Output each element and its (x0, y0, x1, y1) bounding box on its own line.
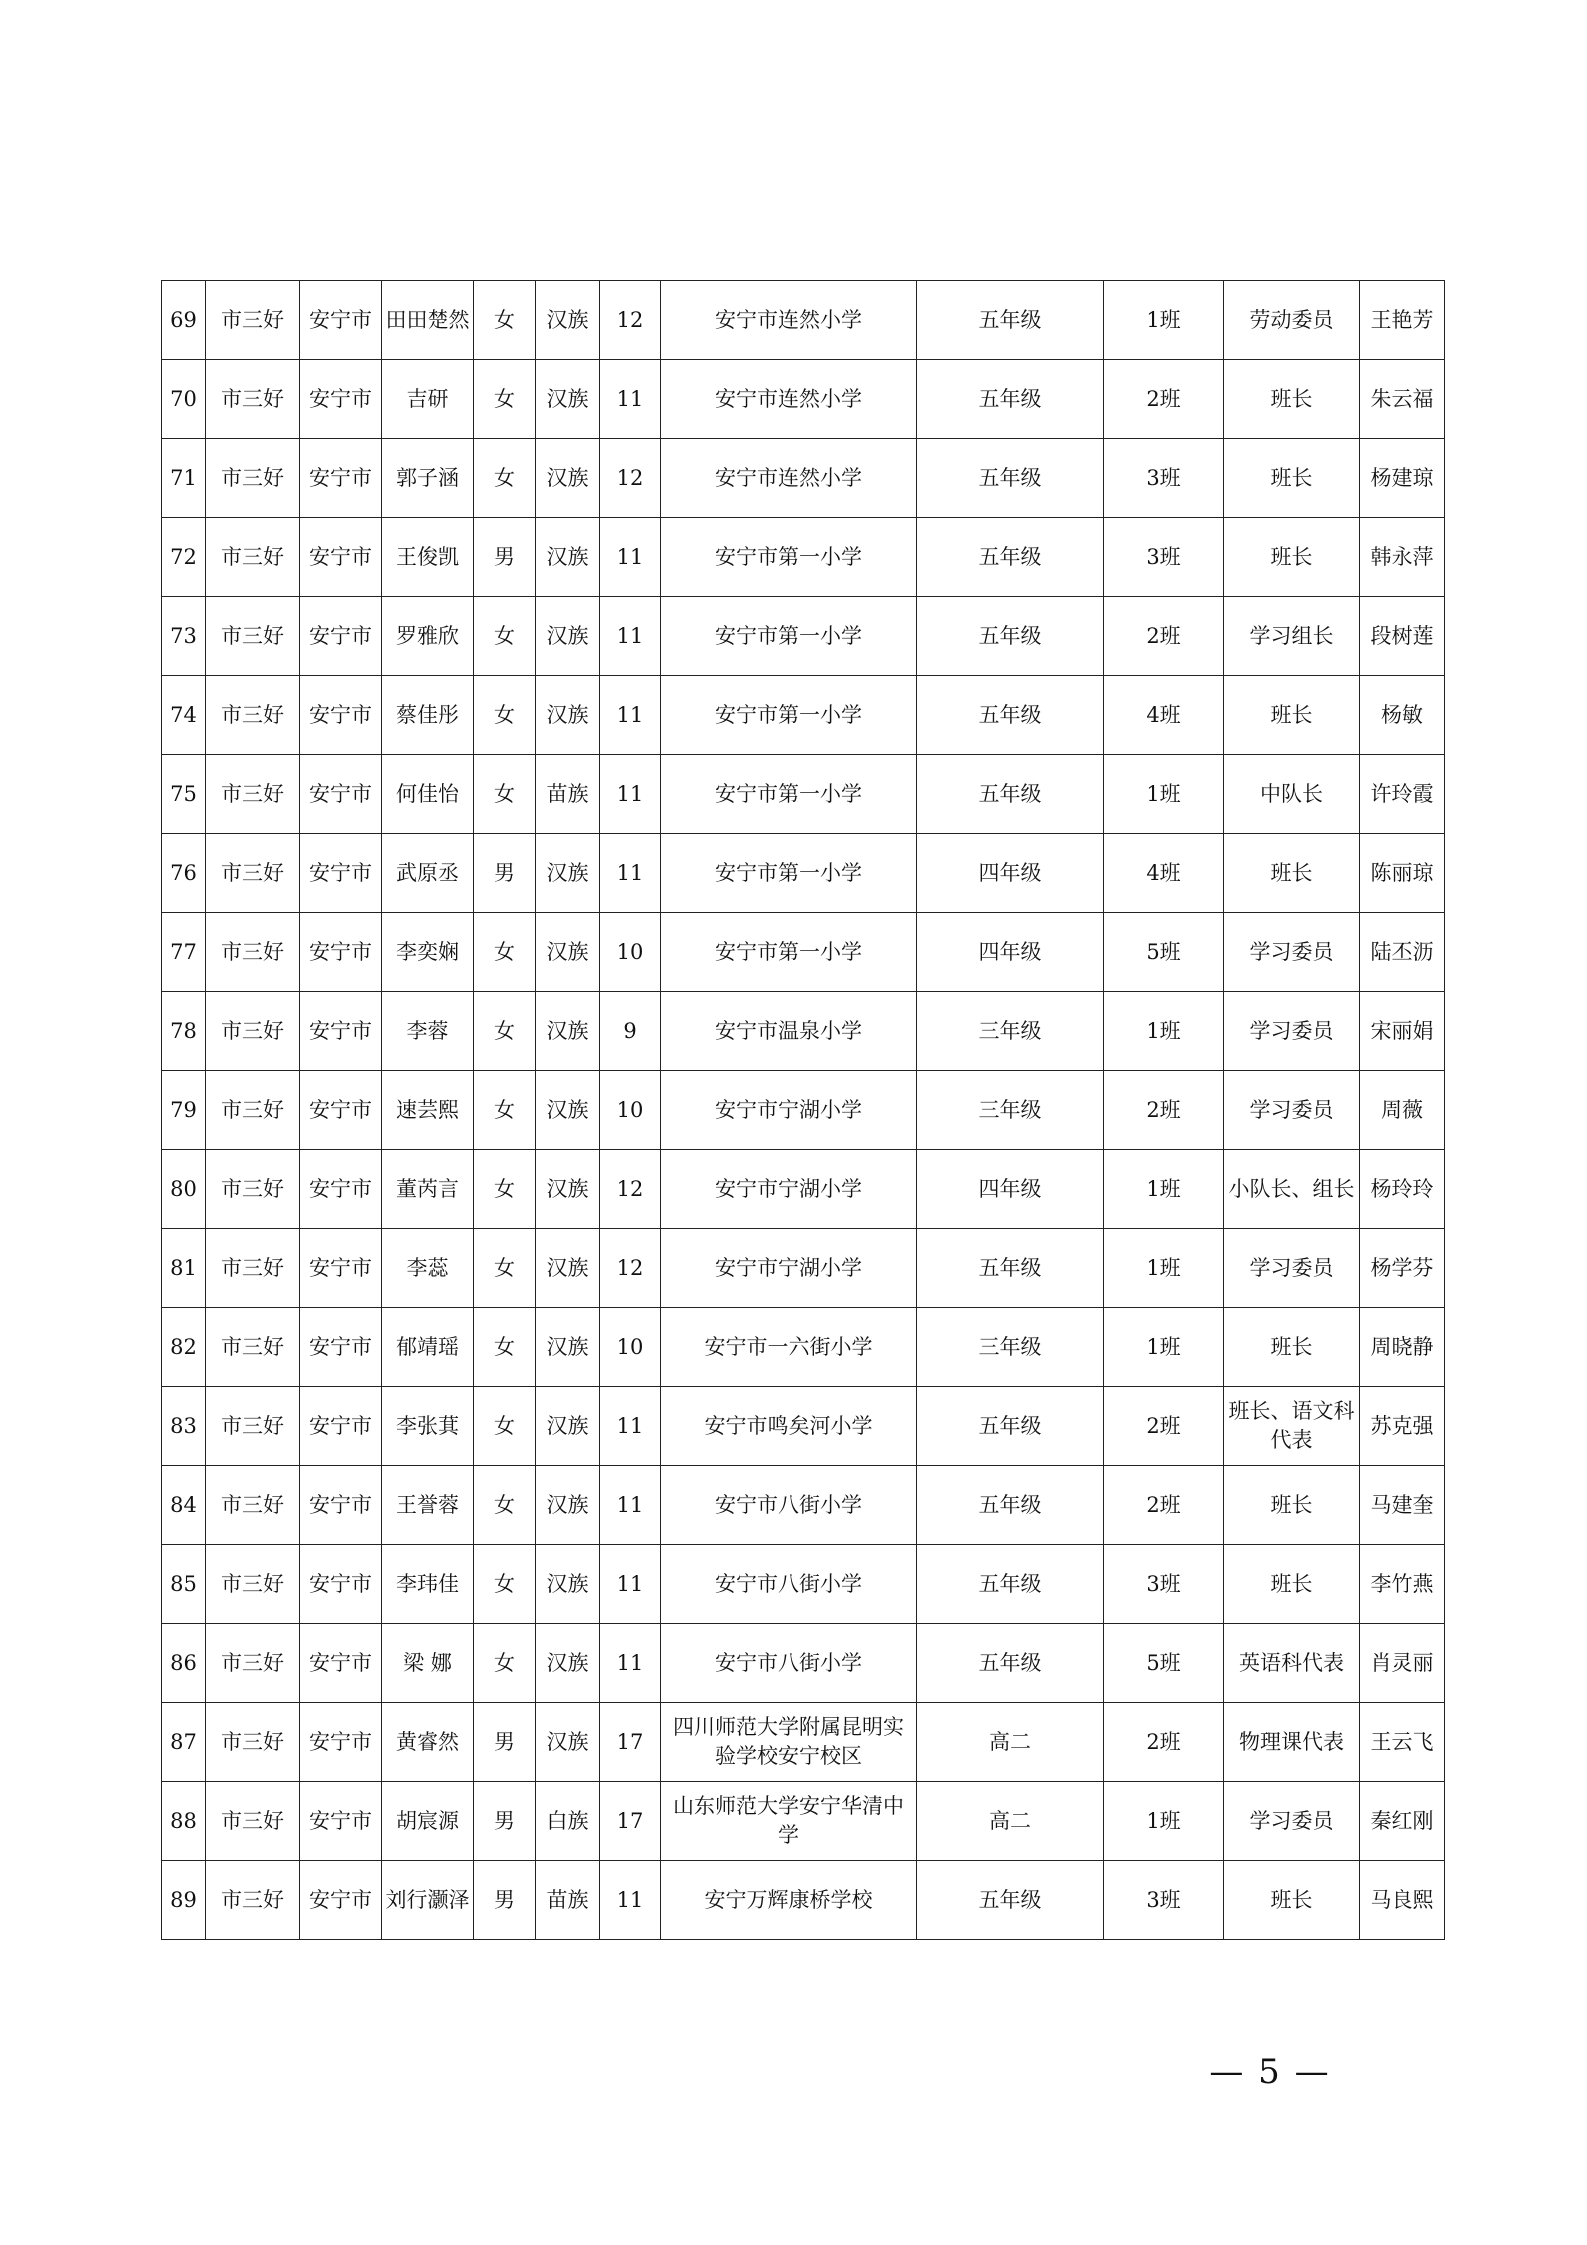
school-cell: 安宁市一六街小学 (661, 1308, 917, 1387)
grade-cell: 五年级 (917, 518, 1104, 597)
position-cell: 学习委员 (1224, 992, 1360, 1071)
award-cell: 市三好 (206, 1703, 300, 1782)
position-cell: 学习委员 (1224, 1071, 1360, 1150)
age-cell: 17 (600, 1703, 661, 1782)
grade-cell: 四年级 (917, 913, 1104, 992)
gender-cell: 女 (474, 1624, 536, 1703)
row-number: 74 (162, 676, 206, 755)
table-row (162, 439, 1445, 518)
award-cell: 市三好 (206, 281, 300, 360)
row-number: 77 (162, 913, 206, 992)
school-cell: 安宁市宁湖小学 (661, 1229, 917, 1308)
roster-table (161, 280, 1445, 1940)
teacher-cell: 王云飞 (1360, 1703, 1445, 1782)
table-row (162, 1308, 1445, 1387)
award-cell: 市三好 (206, 439, 300, 518)
row-number: 87 (162, 1703, 206, 1782)
teacher-cell: 肖灵丽 (1360, 1624, 1445, 1703)
region-cell: 安宁市 (300, 1624, 382, 1703)
gender-cell: 男 (474, 1703, 536, 1782)
award-cell: 市三好 (206, 1071, 300, 1150)
row-number: 69 (162, 281, 206, 360)
region-cell: 安宁市 (300, 597, 382, 676)
age-cell: 10 (600, 913, 661, 992)
region-cell: 安宁市 (300, 1150, 382, 1229)
row-number: 84 (162, 1466, 206, 1545)
region-cell: 安宁市 (300, 1861, 382, 1940)
ethnicity-cell: 汉族 (536, 1387, 600, 1466)
award-cell: 市三好 (206, 992, 300, 1071)
award-cell: 市三好 (206, 518, 300, 597)
position-cell: 班长 (1224, 1308, 1360, 1387)
age-cell: 11 (600, 518, 661, 597)
award-cell: 市三好 (206, 1387, 300, 1466)
class-cell: 2班 (1104, 360, 1224, 439)
table-row (162, 992, 1445, 1071)
grade-cell: 四年级 (917, 834, 1104, 913)
award-cell: 市三好 (206, 755, 300, 834)
school-cell: 安宁市第一小学 (661, 913, 917, 992)
class-cell: 1班 (1104, 281, 1224, 360)
school-cell: 安宁市连然小学 (661, 360, 917, 439)
age-cell: 12 (600, 281, 661, 360)
table-row (162, 834, 1445, 913)
roster-body (162, 281, 1445, 1940)
region-cell: 安宁市 (300, 1703, 382, 1782)
student-name-cell: 蔡佳彤 (382, 676, 474, 755)
region-cell: 安宁市 (300, 1071, 382, 1150)
school-cell: 安宁市鸣矣河小学 (661, 1387, 917, 1466)
school-cell: 安宁市第一小学 (661, 597, 917, 676)
position-cell: 学习委员 (1224, 913, 1360, 992)
region-cell: 安宁市 (300, 1782, 382, 1861)
student-name-cell: 郭子涵 (382, 439, 474, 518)
grade-cell: 三年级 (917, 1308, 1104, 1387)
age-cell: 12 (600, 1150, 661, 1229)
age-cell: 11 (600, 1861, 661, 1940)
ethnicity-cell: 汉族 (536, 360, 600, 439)
region-cell: 安宁市 (300, 1229, 382, 1308)
row-number: 79 (162, 1071, 206, 1150)
teacher-cell: 陆丕沥 (1360, 913, 1445, 992)
ethnicity-cell: 汉族 (536, 992, 600, 1071)
ethnicity-cell: 汉族 (536, 1229, 600, 1308)
student-name-cell: 李蕊 (382, 1229, 474, 1308)
gender-cell: 女 (474, 1545, 536, 1624)
ethnicity-cell: 汉族 (536, 913, 600, 992)
school-cell: 安宁市温泉小学 (661, 992, 917, 1071)
row-number: 78 (162, 992, 206, 1071)
class-cell: 2班 (1104, 1071, 1224, 1150)
row-number: 76 (162, 834, 206, 913)
award-cell: 市三好 (206, 1545, 300, 1624)
gender-cell: 女 (474, 1308, 536, 1387)
student-name-cell: 刘行灏泽 (382, 1861, 474, 1940)
table-row (162, 755, 1445, 834)
student-name-cell: 田田楚然 (382, 281, 474, 360)
grade-cell: 五年级 (917, 1229, 1104, 1308)
gender-cell: 女 (474, 597, 536, 676)
row-number: 71 (162, 439, 206, 518)
region-cell: 安宁市 (300, 992, 382, 1071)
gender-cell: 女 (474, 1071, 536, 1150)
gender-cell: 女 (474, 1387, 536, 1466)
gender-cell: 女 (474, 676, 536, 755)
table-row (162, 518, 1445, 597)
school-cell: 安宁市八街小学 (661, 1466, 917, 1545)
position-cell: 班长 (1224, 1545, 1360, 1624)
position-cell: 物理课代表 (1224, 1703, 1360, 1782)
row-number: 72 (162, 518, 206, 597)
school-cell: 安宁市连然小学 (661, 281, 917, 360)
age-cell: 17 (600, 1782, 661, 1861)
class-cell: 2班 (1104, 1703, 1224, 1782)
award-cell: 市三好 (206, 1229, 300, 1308)
gender-cell: 男 (474, 518, 536, 597)
position-cell: 劳动委员 (1224, 281, 1360, 360)
gender-cell: 男 (474, 1782, 536, 1861)
teacher-cell: 朱云福 (1360, 360, 1445, 439)
class-cell: 5班 (1104, 1624, 1224, 1703)
award-cell: 市三好 (206, 1624, 300, 1703)
grade-cell: 五年级 (917, 281, 1104, 360)
age-cell: 11 (600, 755, 661, 834)
age-cell: 12 (600, 439, 661, 518)
grade-cell: 五年级 (917, 1545, 1104, 1624)
position-cell: 学习组长 (1224, 597, 1360, 676)
class-cell: 3班 (1104, 439, 1224, 518)
table-row (162, 1071, 1445, 1150)
student-name-cell: 李奕娴 (382, 913, 474, 992)
table-row (162, 1387, 1445, 1466)
position-cell: 学习委员 (1224, 1229, 1360, 1308)
grade-cell: 五年级 (917, 360, 1104, 439)
table-row (162, 1624, 1445, 1703)
gender-cell: 女 (474, 1229, 536, 1308)
teacher-cell: 秦红刚 (1360, 1782, 1445, 1861)
student-name-cell: 梁 娜 (382, 1624, 474, 1703)
class-cell: 2班 (1104, 1466, 1224, 1545)
table-row (162, 1229, 1445, 1308)
position-cell: 班长 (1224, 676, 1360, 755)
teacher-cell: 杨玲玲 (1360, 1150, 1445, 1229)
student-name-cell: 罗雅欣 (382, 597, 474, 676)
region-cell: 安宁市 (300, 913, 382, 992)
student-name-cell: 速芸熙 (382, 1071, 474, 1150)
grade-cell: 高二 (917, 1782, 1104, 1861)
teacher-cell: 周晓静 (1360, 1308, 1445, 1387)
gender-cell: 女 (474, 755, 536, 834)
student-name-cell: 黄睿然 (382, 1703, 474, 1782)
grade-cell: 五年级 (917, 1466, 1104, 1545)
position-cell: 班长 (1224, 1466, 1360, 1545)
class-cell: 1班 (1104, 992, 1224, 1071)
award-cell: 市三好 (206, 1308, 300, 1387)
table-row (162, 1782, 1445, 1861)
teacher-cell: 宋丽娟 (1360, 992, 1445, 1071)
teacher-cell: 马良熙 (1360, 1861, 1445, 1940)
ethnicity-cell: 白族 (536, 1782, 600, 1861)
class-cell: 1班 (1104, 1229, 1224, 1308)
school-cell: 安宁市第一小学 (661, 834, 917, 913)
ethnicity-cell: 汉族 (536, 1624, 600, 1703)
award-cell: 市三好 (206, 1782, 300, 1861)
ethnicity-cell: 汉族 (536, 1071, 600, 1150)
ethnicity-cell: 汉族 (536, 439, 600, 518)
region-cell: 安宁市 (300, 439, 382, 518)
ethnicity-cell: 汉族 (536, 281, 600, 360)
row-number: 89 (162, 1861, 206, 1940)
row-number: 70 (162, 360, 206, 439)
teacher-cell: 许玲霞 (1360, 755, 1445, 834)
class-cell: 3班 (1104, 518, 1224, 597)
school-cell: 安宁市八街小学 (661, 1624, 917, 1703)
position-cell: 班长 (1224, 360, 1360, 439)
table-row (162, 1545, 1445, 1624)
region-cell: 安宁市 (300, 281, 382, 360)
award-cell: 市三好 (206, 597, 300, 676)
grade-cell: 三年级 (917, 1071, 1104, 1150)
grade-cell: 五年级 (917, 1624, 1104, 1703)
teacher-cell: 周薇 (1360, 1071, 1445, 1150)
class-cell: 3班 (1104, 1861, 1224, 1940)
region-cell: 安宁市 (300, 1308, 382, 1387)
class-cell: 2班 (1104, 1387, 1224, 1466)
region-cell: 安宁市 (300, 755, 382, 834)
student-name-cell: 董芮言 (382, 1150, 474, 1229)
student-name-cell: 李张萁 (382, 1387, 474, 1466)
table-row (162, 913, 1445, 992)
ethnicity-cell: 苗族 (536, 1861, 600, 1940)
age-cell: 11 (600, 834, 661, 913)
row-number: 83 (162, 1387, 206, 1466)
region-cell: 安宁市 (300, 1387, 382, 1466)
grade-cell: 高二 (917, 1703, 1104, 1782)
teacher-cell: 杨建琼 (1360, 439, 1445, 518)
school-cell: 安宁市第一小学 (661, 676, 917, 755)
table-row (162, 1150, 1445, 1229)
position-cell: 班长 (1224, 439, 1360, 518)
gender-cell: 男 (474, 1861, 536, 1940)
age-cell: 11 (600, 597, 661, 676)
position-cell: 中队长 (1224, 755, 1360, 834)
student-name-cell: 胡宸源 (382, 1782, 474, 1861)
row-number: 88 (162, 1782, 206, 1861)
gender-cell: 女 (474, 1150, 536, 1229)
row-number: 86 (162, 1624, 206, 1703)
student-name-cell: 王俊凯 (382, 518, 474, 597)
school-cell: 安宁市第一小学 (661, 518, 917, 597)
grade-cell: 四年级 (917, 1150, 1104, 1229)
age-cell: 11 (600, 676, 661, 755)
class-cell: 1班 (1104, 1308, 1224, 1387)
age-cell: 12 (600, 1229, 661, 1308)
teacher-cell: 陈丽琼 (1360, 834, 1445, 913)
award-cell: 市三好 (206, 913, 300, 992)
school-cell: 安宁市连然小学 (661, 439, 917, 518)
gender-cell: 女 (474, 281, 536, 360)
teacher-cell: 李竹燕 (1360, 1545, 1445, 1624)
teacher-cell: 杨敏 (1360, 676, 1445, 755)
row-number: 81 (162, 1229, 206, 1308)
award-cell: 市三好 (206, 1466, 300, 1545)
class-cell: 1班 (1104, 1150, 1224, 1229)
region-cell: 安宁市 (300, 518, 382, 597)
gender-cell: 女 (474, 913, 536, 992)
ethnicity-cell: 汉族 (536, 676, 600, 755)
region-cell: 安宁市 (300, 360, 382, 439)
position-cell: 班长 (1224, 1861, 1360, 1940)
gender-cell: 女 (474, 439, 536, 518)
position-cell: 班长 (1224, 518, 1360, 597)
grade-cell: 三年级 (917, 992, 1104, 1071)
age-cell: 11 (600, 1387, 661, 1466)
class-cell: 4班 (1104, 834, 1224, 913)
ethnicity-cell: 汉族 (536, 834, 600, 913)
age-cell: 10 (600, 1308, 661, 1387)
region-cell: 安宁市 (300, 1545, 382, 1624)
teacher-cell: 杨学芬 (1360, 1229, 1445, 1308)
region-cell: 安宁市 (300, 834, 382, 913)
age-cell: 11 (600, 1466, 661, 1545)
school-cell: 安宁市宁湖小学 (661, 1071, 917, 1150)
position-cell: 学习委员 (1224, 1782, 1360, 1861)
row-number: 73 (162, 597, 206, 676)
teacher-cell: 王艳芳 (1360, 281, 1445, 360)
student-name-cell: 吉研 (382, 360, 474, 439)
region-cell: 安宁市 (300, 1466, 382, 1545)
school-cell: 安宁万辉康桥学校 (661, 1861, 917, 1940)
ethnicity-cell: 苗族 (536, 755, 600, 834)
table-row (162, 676, 1445, 755)
student-name-cell: 王誉蓉 (382, 1466, 474, 1545)
grade-cell: 五年级 (917, 439, 1104, 518)
teacher-cell: 韩永萍 (1360, 518, 1445, 597)
age-cell: 11 (600, 1624, 661, 1703)
teacher-cell: 段树莲 (1360, 597, 1445, 676)
student-name-cell: 郁靖瑶 (382, 1308, 474, 1387)
class-cell: 1班 (1104, 1782, 1224, 1861)
gender-cell: 女 (474, 1466, 536, 1545)
table-row (162, 1466, 1445, 1545)
award-cell: 市三好 (206, 676, 300, 755)
ethnicity-cell: 汉族 (536, 597, 600, 676)
table-row (162, 360, 1445, 439)
row-number: 80 (162, 1150, 206, 1229)
student-name-cell: 武原丞 (382, 834, 474, 913)
grade-cell: 五年级 (917, 1387, 1104, 1466)
row-number: 75 (162, 755, 206, 834)
age-cell: 9 (600, 992, 661, 1071)
ethnicity-cell: 汉族 (536, 1703, 600, 1782)
ethnicity-cell: 汉族 (536, 1150, 600, 1229)
age-cell: 11 (600, 1545, 661, 1624)
class-cell: 3班 (1104, 1545, 1224, 1624)
position-cell: 班长、语文科代表 (1224, 1387, 1360, 1466)
teacher-cell: 马建奎 (1360, 1466, 1445, 1545)
student-name-cell: 何佳怡 (382, 755, 474, 834)
class-cell: 4班 (1104, 676, 1224, 755)
award-cell: 市三好 (206, 360, 300, 439)
gender-cell: 女 (474, 992, 536, 1071)
row-number: 85 (162, 1545, 206, 1624)
student-name-cell: 李玮佳 (382, 1545, 474, 1624)
class-cell: 2班 (1104, 597, 1224, 676)
school-cell: 山东师范大学安宁华清中学 (661, 1782, 917, 1861)
grade-cell: 五年级 (917, 755, 1104, 834)
teacher-cell: 苏克强 (1360, 1387, 1445, 1466)
award-cell: 市三好 (206, 1150, 300, 1229)
region-cell: 安宁市 (300, 676, 382, 755)
school-cell: 四川师范大学附属昆明实验学校安宁校区 (661, 1703, 917, 1782)
school-cell: 安宁市第一小学 (661, 755, 917, 834)
page-number: — 5 — (1209, 2052, 1331, 2092)
table-row (162, 1861, 1445, 1940)
row-number: 82 (162, 1308, 206, 1387)
table-row (162, 597, 1445, 676)
position-cell: 班长 (1224, 834, 1360, 913)
award-cell: 市三好 (206, 1861, 300, 1940)
position-cell: 英语科代表 (1224, 1624, 1360, 1703)
age-cell: 10 (600, 1071, 661, 1150)
school-cell: 安宁市宁湖小学 (661, 1150, 917, 1229)
grade-cell: 五年级 (917, 1861, 1104, 1940)
grade-cell: 五年级 (917, 597, 1104, 676)
ethnicity-cell: 汉族 (536, 1466, 600, 1545)
table-row (162, 1703, 1445, 1782)
class-cell: 5班 (1104, 913, 1224, 992)
grade-cell: 五年级 (917, 676, 1104, 755)
student-name-cell: 李蓉 (382, 992, 474, 1071)
award-cell: 市三好 (206, 834, 300, 913)
school-cell: 安宁市八街小学 (661, 1545, 917, 1624)
age-cell: 11 (600, 360, 661, 439)
ethnicity-cell: 汉族 (536, 1545, 600, 1624)
ethnicity-cell: 汉族 (536, 1308, 600, 1387)
table-row (162, 281, 1445, 360)
ethnicity-cell: 汉族 (536, 518, 600, 597)
position-cell: 小队长、组长 (1224, 1150, 1360, 1229)
gender-cell: 女 (474, 360, 536, 439)
class-cell: 1班 (1104, 755, 1224, 834)
gender-cell: 男 (474, 834, 536, 913)
